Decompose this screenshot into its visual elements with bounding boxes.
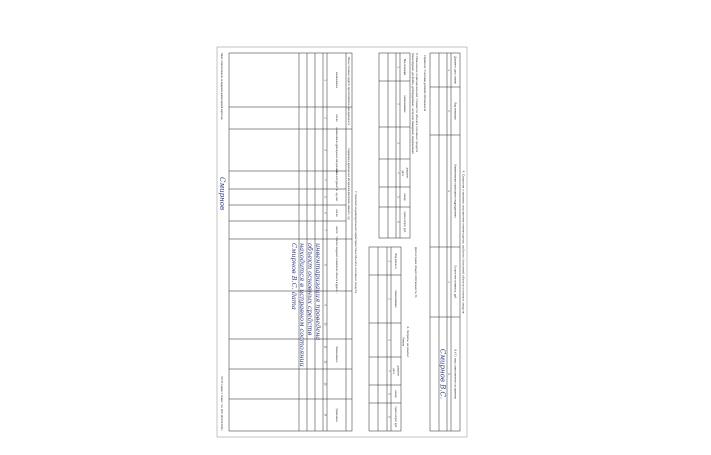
s6-header-cost: сумма затрат, руб. [394,406,397,428]
s6-header-date: дата [392,368,395,374]
s7-colnum: 1 [323,79,327,81]
s7-header-precious: наименование драгоценных материалов [335,127,338,173]
s6-header-document: документ [396,365,400,377]
s6-colnum: 1 [387,260,391,262]
s6-colnum: 2 [387,298,391,300]
s4-colnum: 3 [447,190,451,192]
section-5-title: 5. Изменение первоначальной стоимости объекта основных средств [415,53,419,153]
s7-header-nomenclature: номенклатурный № [335,169,338,191]
s7-header-name: наименование [335,71,338,89]
s5-colnum: 6 [396,221,400,223]
s7-header-object-name: Наименование [335,345,338,363]
s7-colnum: 12 [323,360,327,364]
s7-colnum: 8 [323,264,327,266]
s4-header-operation: Вид операции [453,102,457,120]
s5-header-operation: Вид операции [403,58,406,76]
s4-colnum: 4 [447,281,451,283]
s7-header-note: Примечание [335,408,338,422]
s6-colnum: 5 [387,393,391,395]
section-6-title: 6. Затраты на ремонт [406,326,410,358]
s7-header-mass: масса [335,226,338,234]
s6-header-number: номер [394,390,397,398]
section-7-title: 7. Краткая индивидуальная характеристика объекта основных средств [354,190,358,294]
s7-colnum: 4 [323,179,327,181]
footer-note: Лицо, ответственное за ведение инвентарной карточки [220,53,223,120]
s5-colnum: 1 [396,66,400,68]
s5-intro-label: Справочно: Участники долевой собственности [423,55,426,112]
s7-header-unit: ед. изм. [335,192,338,202]
rotated-form [217,47,467,437]
s5-header-number: номер [403,193,406,201]
s7-handwritten-line: объект основных средств [306,243,314,336]
section-5-subtitle: Реконструкция, достройка, дооборудование, частичная ликвидация, модернизация [411,53,414,154]
s7-header-qty: кол-во [335,114,338,122]
s7-colnum: 11 [323,345,327,349]
s7-colnum: 3 [323,149,327,151]
s7-header-right: Содержание драгоценных материалов (металлов, камней и т.д.) [347,148,350,220]
s7-header-qty-2: кол-во [335,209,338,217]
s4-header-department: Наименование структурного подразделения [453,164,457,218]
s5-colnum: 5 [396,196,400,198]
s4-colnum: 2 [447,110,451,112]
s7-handwritten-line: инвентаризация проведена [314,243,322,341]
s7-header-inclusion: Наличие сведений о включении объекта в другие ... [335,236,338,294]
footer-publisher: ЮНИТ-Сервис г. Ремонт тел. (XX) 123-100-2011 г. [220,376,223,431]
s4-colnum: 5 [447,373,451,375]
s4-header-residual-value: Остаточная стоимость, руб. [453,265,457,299]
s6-colnum: 6 [387,416,391,418]
s7-colnum: 9 [323,304,327,306]
s4-colnum: 1 [447,69,451,71]
s5-colnum: 4 [396,172,400,174]
s5-header-cost: сумма затрат, руб. [403,211,406,233]
s7-header-left: Объект основных средств, приспособления, принадлежности [347,56,350,126]
s7-colnum: 14 [323,413,327,417]
s6-header-name: наименование [394,290,397,308]
s5-header-document: документ [405,167,409,179]
s7-colnum: 6 [323,212,327,214]
s7-colnum: 5 [323,196,327,198]
s5-header-name: наименование [403,95,406,113]
section-6-subtitle: Ремонт [401,337,405,347]
s6-colnum: 4 [387,370,391,372]
s5-share-label: Доля в праве общей собственности, % [414,247,418,298]
s6-colnum: 3 [387,339,391,341]
s7-colnum: 2 [323,117,327,119]
s4-header-responsible: Ф.И.О. лица, ответственного за хранение [453,349,457,399]
s5-colnum: 2 [396,103,400,105]
s7-colnum: 10 [323,322,327,326]
s7-handwritten-line: находится в исправном состоянии [298,243,306,367]
s7-colnum: 13 [323,382,327,386]
s4-handwritten-signature: Смирнов В.С. [438,348,447,400]
s5-colnum: 3 [396,142,400,144]
s6-header-repair-type: Вид ремонта [394,253,397,269]
s7-handwritten-line: Смирнов В.С. дата [290,243,298,310]
section-4-title: 4. Сведения о приемке, внутреннем перемещении, выбытии (списании) объекта основных средств [461,170,466,314]
s4-header-document: Документ: дата, номер [453,56,457,84]
s7-colnum: 7 [323,229,327,231]
footer-signature: Смирнов [218,177,226,211]
s5-header-date: дата [401,170,404,176]
